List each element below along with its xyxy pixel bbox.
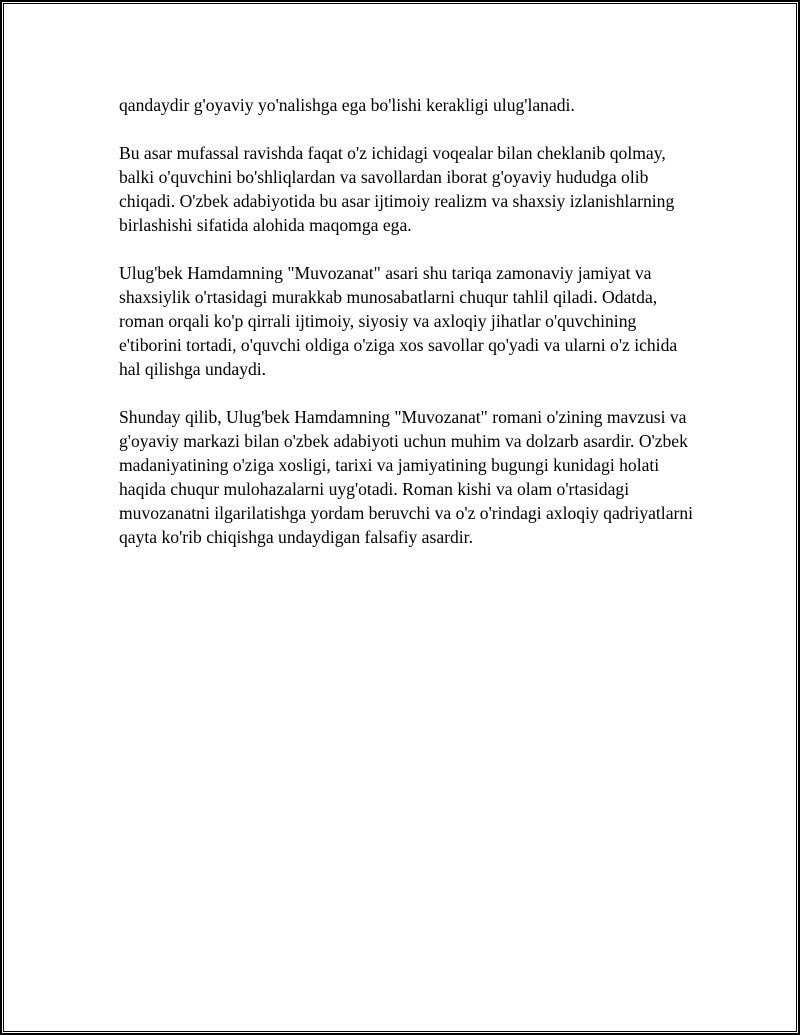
paragraph: Shunday qilib, Ulug'bek Hamdamning "Muvozanat" romani o'zining mavzusi va g'oyaviy markazi bilan o'zbek adabiyoti uchun muhim va dolzarb asardir. O'zbek madaniyatining o'ziga xosligi, tarixi va jamiyatining bugungi kunidagi holati haqida chuqur mulohazalarni uyg'otadi. Roman kishi va olam o'rtasidagi muvozanatni ilgarilatishga yordam beruvchi va o'z o'rindagi axloqiy qadriyatlarni qayta ko'rib chiqishga undaydigan falsafiy asardir.: [119, 407, 694, 547]
paragraph: qandaydir g'oyaviy yo'nalishga ega bo'lishi kerakligi ulug'lanadi.: [119, 95, 575, 115]
paragraph: Bu asar mufassal ravishda faqat o'z ichidagi voqealar bilan cheklanib qolmay, balki o'quvchini bo'shliqlardan va savollardan iborat g'oyaviy hududga olib chiqadi. O'zbek adabiyotida bu asar ijtimoiy realizm va shaxsiy izlanishlarning birlashishi sifatida alohida maqomga ega.: [119, 143, 675, 235]
document-body: [119, 93, 699, 573]
paragraph: Ulug'bek Hamdamning "Muvozanat" asari shu tariqa zamonaviy jamiyat va shaxsiylik o'rtasidagi murakkab munosabatlarni chuqur tahlil qiladi. Odatda, roman orqali ko'p qirrali ijtimoiy, siyosiy va axloqiy jihatlar o'quvchining e'tiborini tortadi, o'quvchi oldiga o'ziga xos savollar qo'yadi va ularni o'z ichida hal qilishga undaydi.: [119, 263, 678, 379]
